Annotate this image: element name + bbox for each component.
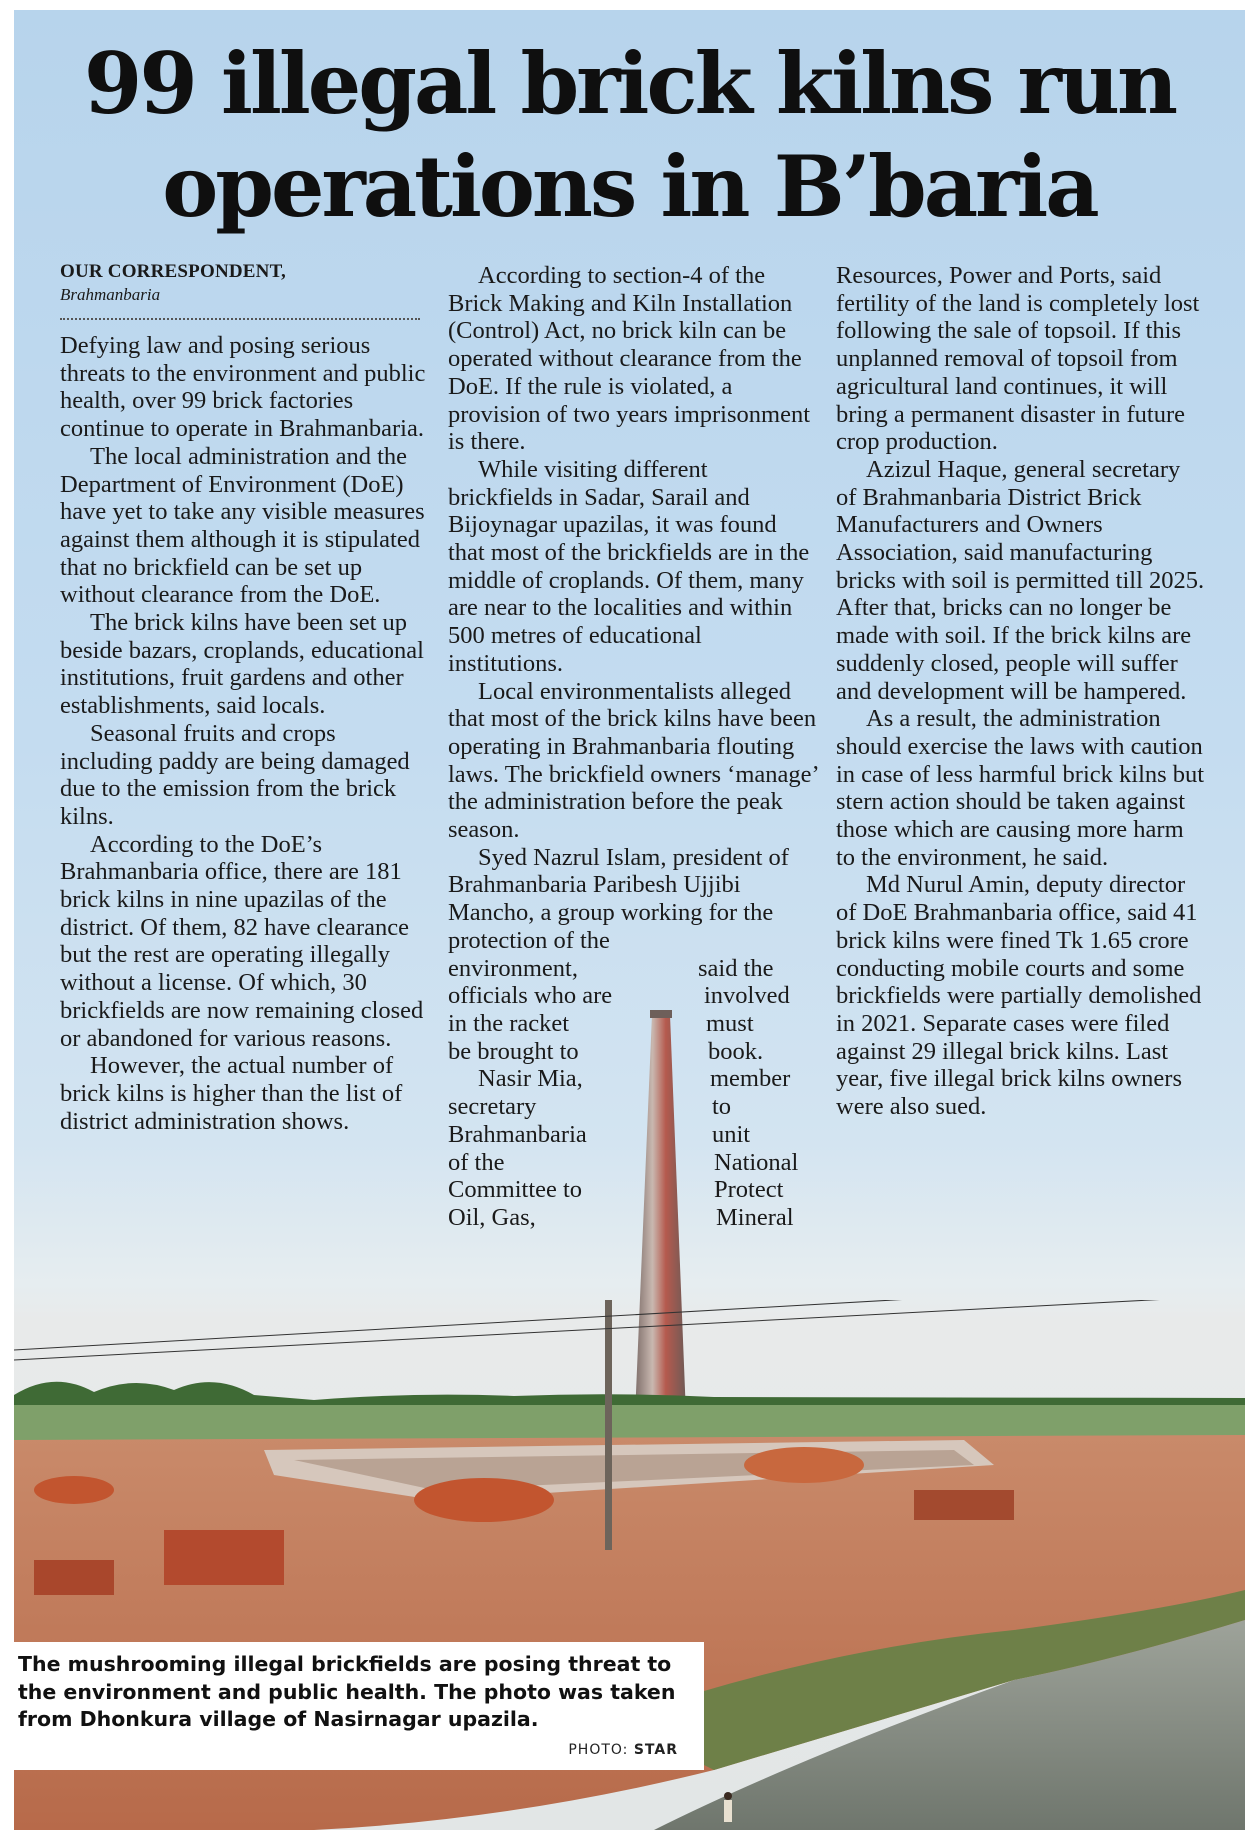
text-line: Nasir Mia, — [478, 1065, 583, 1093]
text-line: of the — [448, 1148, 505, 1176]
newspaper-clipping — [14, 10, 1245, 1830]
text-line: in the racket — [448, 1009, 570, 1037]
paragraph: However, the actual number of brick kilns is higher than the list of district administration shows. — [60, 1052, 403, 1135]
byline-name: OUR CORRESPONDENT, — [60, 261, 286, 282]
paragraph: Azizul Haque, general secretary of Brahmanbaria District Brick Manufacturers and Owners Association, said manufacturing bricks with soil is permitted till 2025. After that, bricks can no longer be made with soil. If the brick kilns are suddenly closed, people will suffer and development will be hampered. — [836, 455, 1205, 705]
text-line: officials who are — [448, 982, 613, 1010]
text-line: National — [714, 1148, 799, 1176]
paragraph: Md Nurul Amin, deputy director of DoE Brahmanbaria office, said 41 brick kilns were fined Tk 1.65 crore conducting mobile courts and some brickfields were partially demolished in 2021. Separate cases were filed against 29 illegal brick kilns. Last year, five illegal brick kilns owners were also sued. — [836, 871, 1202, 1121]
text-line: unit — [712, 1120, 751, 1148]
text-line: to — [712, 1093, 732, 1121]
text-line: be brought to — [448, 1037, 579, 1065]
text-line: Brahmanbaria — [448, 1120, 587, 1148]
text-line: must — [706, 1009, 754, 1037]
paragraph: Local environmentalists alleged that most of the brick kilns have been operating in Brahmanbaria flouting laws. The brickfield owners ‘manage’ the administration before the peak season. — [448, 677, 818, 844]
headline-line-2: operations in B’baria — [162, 137, 1097, 236]
text-line: involved — [704, 982, 790, 1010]
paragraph: Defying law and posing serious threats to the environment and public health, over 99 brick factories continue to operate in Brahmanbaria. — [60, 332, 426, 443]
paragraph: The local administration and the Department of Environment (DoE) have yet to take any visible measures against them although it is stipulated that no brickfield can be set up without clearance from the DoE. — [60, 442, 425, 609]
text-line: Oil, Gas, — [448, 1203, 536, 1231]
photo-credit-source: STAR — [633, 1742, 678, 1758]
text-line: Mineral — [716, 1203, 794, 1231]
text-line: Committee to — [448, 1176, 583, 1204]
paragraph: Syed Nazrul Islam, president of Brahmanbaria Paribesh Ujjibi Mancho, a group working for the protection of the — [448, 843, 789, 954]
photo-caption — [14, 1642, 704, 1770]
paragraph: Seasonal fruits and crops including paddy are being damaged due to the emission from the brick kilns. — [60, 719, 410, 830]
paragraph: According to the DoE’s Brahmanbaria office, there are 181 brick kilns in nine upazilas of the district. Of them, 82 have clearance but the rest are operating illegally without a license. Of which, 30 brickfields are now remaining closed or abandoned for various reasons. — [60, 830, 424, 1052]
paragraph: While visiting different brickfields in Sadar, Sarail and Bijoynagar upazilas, it was found that most of the brickfields are in the middle of croplands. Of them, many are near to the localities and within 500 metres of educational institutions. — [448, 455, 810, 677]
paragraph: As a result, the administration should exercise the laws with caution in case of less harmful brick kilns but stern action should be taken against those which are causing more harm to the environment, he said. — [836, 705, 1205, 871]
text-line: said the — [698, 954, 774, 982]
text-line: environment, — [448, 954, 578, 982]
photo-credit-label: PHOTO: — [568, 1742, 629, 1758]
text-line: member — [710, 1065, 791, 1093]
paragraph: The brick kilns have been set up beside bazars, croplands, educational institutions, fruit gardens and other establishments, said locals. — [60, 609, 424, 720]
headline-line-1: 99 illegal brick kilns run — [83, 34, 1176, 133]
caption-text: The mushrooming illegal brickfields are posing threat to the environment and public health. The photo was taken from Dhonkura village of Nasirnagar upazila. — [18, 1652, 676, 1731]
byline-place: Brahmanbaria — [60, 285, 161, 304]
paragraph: Resources, Power and Ports, said fertility of the land is completely lost following the sale of topsoil. If this unplanned removal of topsoil from agricultural land continues, it will bring a permanent disaster in future crop production. — [836, 262, 1200, 456]
paragraph: According to section-4 of the Brick Making and Kiln Installation (Control) Act, no brick kiln can be operated without clearance from the DoE. If the rule is violated, a provision of two years imprisonment is there. — [448, 262, 811, 456]
text-line: book. — [708, 1037, 764, 1065]
photo-credit — [568, 1742, 678, 1758]
text-line: Protect — [714, 1176, 784, 1204]
text-line: secretary — [448, 1093, 537, 1121]
